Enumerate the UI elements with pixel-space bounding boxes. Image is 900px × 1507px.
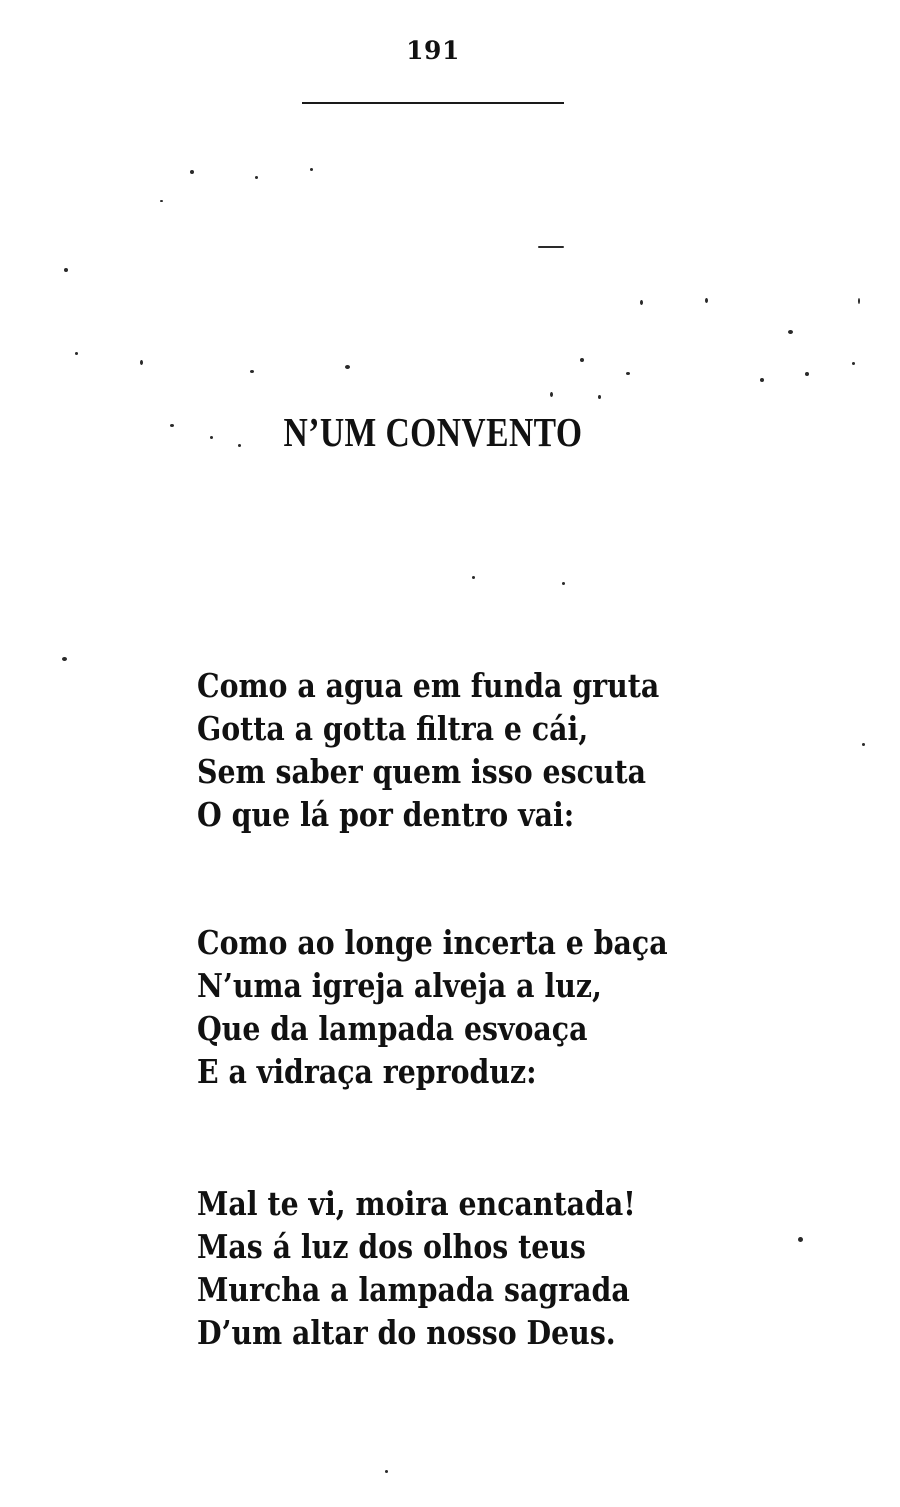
ink-speck — [562, 582, 565, 585]
ink-speck — [190, 170, 194, 174]
verse-line: Como ao longe incerta e baça — [197, 923, 668, 962]
stanza — [197, 1182, 837, 1354]
ink-speck — [705, 298, 708, 303]
verse-line: Sem saber quem isso escuta — [197, 752, 647, 791]
ink-speck — [310, 168, 313, 171]
ink-speck — [858, 298, 860, 304]
verse-line: Que da lampada esvoaça — [197, 1009, 588, 1048]
ink-speck — [160, 200, 163, 202]
ink-speck — [62, 657, 67, 661]
verse-line: Murcha a lampada sagrada — [197, 1270, 630, 1309]
ink-speck — [64, 268, 68, 272]
ink-speck — [580, 358, 584, 362]
verse-line: Como a agua em funda gruta — [197, 666, 660, 705]
ink-speck — [626, 372, 630, 375]
stanza — [197, 664, 837, 836]
poem-title: N’UM CONVENTO — [283, 409, 583, 455]
header-rule — [302, 102, 564, 104]
ink-speck — [345, 365, 350, 369]
verse-line: E a vidraça reproduz: — [197, 1052, 537, 1091]
ink-speck — [852, 362, 855, 365]
ink-speck — [760, 378, 764, 382]
stanza — [197, 921, 837, 1093]
ink-speck — [538, 246, 564, 248]
verse-line: D’um altar do nosso Deus. — [197, 1313, 616, 1352]
verse-line: Gotta a gotta filtra e cái, — [197, 709, 589, 748]
ink-speck — [75, 352, 78, 355]
page-number: 191 — [406, 36, 460, 65]
verse-line: Mal te vi, moira encantada! — [197, 1184, 636, 1223]
verse-line: Mas á luz dos olhos teus — [197, 1227, 586, 1266]
ink-speck — [640, 300, 643, 305]
ink-speck — [862, 743, 865, 746]
ink-speck — [140, 360, 143, 365]
ink-speck — [805, 372, 809, 376]
verse-line: N’uma igreja alveja a luz, — [197, 966, 602, 1005]
ink-speck — [250, 370, 254, 373]
ink-speck — [788, 330, 793, 334]
ink-speck — [255, 176, 258, 179]
ink-speck — [385, 1470, 388, 1473]
verse-line: O que lá por dentro vai: — [197, 795, 575, 834]
ink-speck — [472, 576, 475, 579]
ink-speck — [550, 392, 553, 397]
ink-speck — [598, 395, 601, 399]
